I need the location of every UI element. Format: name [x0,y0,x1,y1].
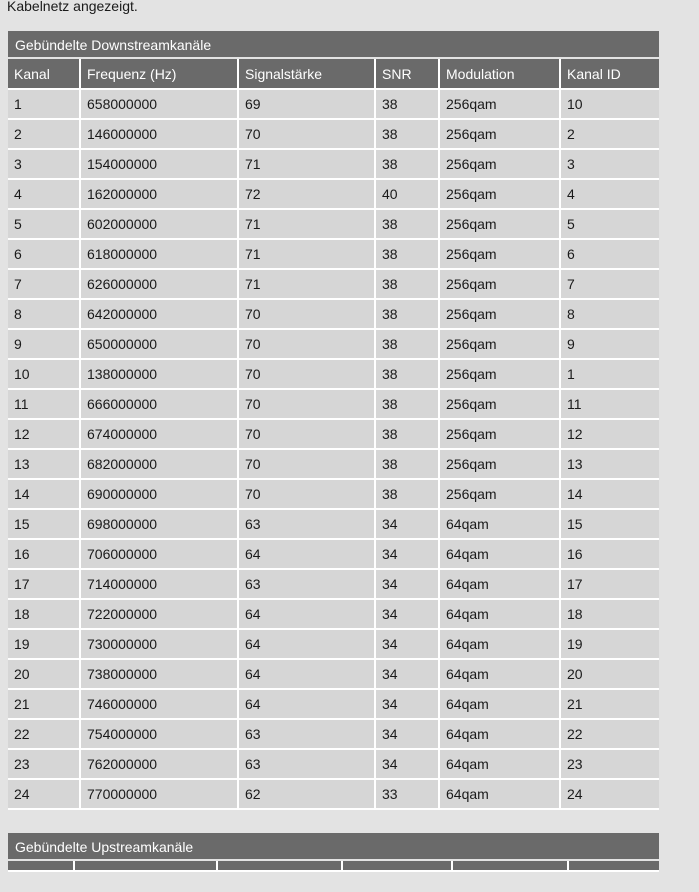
table-row [8,569,659,599]
table-cell: 3 [560,149,659,179]
table-cell: 38 [375,269,439,299]
table-cell: 64 [238,659,375,689]
table-cell: 682000000 [80,449,238,479]
table-cell: 22 [560,719,659,749]
table-cell: 34 [375,689,439,719]
table-cell: 4 [560,179,659,209]
table-cell: 34 [375,659,439,689]
table-cell: 2 [560,119,659,149]
table-cell: 63 [238,749,375,779]
table-cell: 256qam [439,299,560,329]
table-cell: 13 [560,449,659,479]
column-header: Kanal [8,59,80,89]
table-cell: 38 [375,329,439,359]
table-cell: 256qam [439,449,560,479]
table-row [8,119,659,149]
table-cell: 62 [238,779,375,809]
table-cell: 34 [375,569,439,599]
table-cell: 256qam [439,209,560,239]
table-row [8,89,659,119]
table-cell: 256qam [439,359,560,389]
table-cell: 10 [560,89,659,119]
upstream-header-cell [217,861,342,871]
table-row [8,299,659,329]
table-row [8,689,659,719]
table-cell: 256qam [439,329,560,359]
table-cell: 70 [238,479,375,509]
table-cell: 7 [8,269,80,299]
table-row [8,389,659,419]
table-cell: 64 [238,629,375,659]
downstream-table [8,59,659,810]
table-cell: 256qam [439,89,560,119]
table-cell: 256qam [439,239,560,269]
table-cell: 64qam [439,659,560,689]
column-header: Modulation [439,59,560,89]
downstream-title: Gebündelte Downstreamkanäle [8,31,659,59]
table-cell: 38 [375,299,439,329]
table-cell: 71 [238,239,375,269]
table-cell: 64qam [439,539,560,569]
table-cell: 1 [8,89,80,119]
table-cell: 64qam [439,719,560,749]
table-cell: 38 [375,419,439,449]
table-cell: 71 [238,209,375,239]
upstream-header-cell [342,861,452,871]
table-cell: 6 [8,239,80,269]
table-cell: 15 [8,509,80,539]
table-cell: 256qam [439,179,560,209]
table-cell: 754000000 [80,719,238,749]
column-header: SNR [375,59,439,89]
table-cell: 674000000 [80,419,238,449]
table-cell: 20 [8,659,80,689]
table-row [8,599,659,629]
table-cell: 5 [8,209,80,239]
table-cell: 256qam [439,419,560,449]
table-row [8,269,659,299]
table-row [8,779,659,809]
table-row [8,449,659,479]
table-cell: 64qam [439,779,560,809]
table-cell: 38 [375,149,439,179]
table-cell: 6 [560,239,659,269]
table-row [8,359,659,389]
table-cell: 722000000 [80,599,238,629]
table-cell: 70 [238,449,375,479]
column-header: Signalstärke [238,59,375,89]
table-row [8,719,659,749]
table-cell: 690000000 [80,479,238,509]
table-cell: 21 [560,689,659,719]
table-cell: 34 [375,719,439,749]
table-cell: 10 [8,359,80,389]
table-cell: 70 [238,329,375,359]
table-cell: 18 [560,599,659,629]
table-row [8,749,659,779]
table-cell: 64 [238,539,375,569]
intro-text: Kabelnetz angezeigt. [7,0,138,14]
table-cell: 738000000 [80,659,238,689]
table-cell: 17 [560,569,659,599]
table-cell: 69 [238,89,375,119]
table-cell: 658000000 [80,89,238,119]
table-cell: 9 [8,329,80,359]
table-cell: 71 [238,149,375,179]
table-cell: 9 [560,329,659,359]
table-cell: 19 [8,629,80,659]
table-cell: 762000000 [80,749,238,779]
table-cell: 1 [560,359,659,389]
table-cell: 21 [8,689,80,719]
downstream-header-row [8,59,659,89]
upstream-section [8,833,659,892]
table-cell: 146000000 [80,119,238,149]
table-cell: 256qam [439,479,560,509]
table-cell: 626000000 [80,269,238,299]
table-cell: 18 [8,599,80,629]
table-cell: 64 [238,689,375,719]
table-cell: 5 [560,209,659,239]
table-cell: 38 [375,449,439,479]
table-cell: 71 [238,269,375,299]
table-cell: 64 [238,599,375,629]
table-cell: 64qam [439,689,560,719]
table-cell: 12 [8,419,80,449]
table-cell: 11 [560,389,659,419]
table-cell: 70 [238,389,375,419]
table-cell: 14 [8,479,80,509]
table-cell: 70 [238,119,375,149]
column-header: Frequenz (Hz) [80,59,238,89]
table-row [8,479,659,509]
upstream-header-cell [568,861,659,871]
table-cell: 34 [375,599,439,629]
table-cell: 19 [560,629,659,659]
table-cell: 11 [8,389,80,419]
table-row [8,419,659,449]
table-cell: 38 [375,479,439,509]
upstream-header-strip [8,861,659,892]
table-cell: 16 [8,539,80,569]
table-cell: 23 [8,749,80,779]
table-cell: 63 [238,719,375,749]
table-cell: 20 [560,659,659,689]
table-cell: 642000000 [80,299,238,329]
table-cell: 16 [560,539,659,569]
upstream-header-cell [8,861,74,871]
table-cell: 714000000 [80,569,238,599]
upstream-header-cell [74,861,217,871]
table-cell: 15 [560,509,659,539]
table-cell: 38 [375,89,439,119]
table-cell: 34 [375,749,439,779]
table-cell: 13 [8,449,80,479]
table-cell: 256qam [439,389,560,419]
table-cell: 256qam [439,119,560,149]
table-cell: 24 [8,779,80,809]
table-cell: 7 [560,269,659,299]
table-row [8,179,659,209]
table-cell: 63 [238,509,375,539]
table-cell: 162000000 [80,179,238,209]
table-cell: 22 [8,719,80,749]
table-row [8,209,659,239]
table-cell: 64qam [439,629,560,659]
table-cell: 38 [375,209,439,239]
column-header: Kanal ID [560,59,659,89]
upstream-header-cell [452,861,568,871]
table-row [8,659,659,689]
table-cell: 34 [375,509,439,539]
downstream-table-body [8,89,659,809]
table-cell: 64qam [439,749,560,779]
upstream-header-row [8,861,659,871]
table-cell: 618000000 [80,239,238,269]
table-cell: 256qam [439,269,560,299]
upstream-table [8,861,659,872]
table-cell: 34 [375,629,439,659]
table-cell: 38 [375,389,439,419]
table-cell: 64qam [439,509,560,539]
table-cell: 730000000 [80,629,238,659]
table-cell: 12 [560,419,659,449]
table-cell: 3 [8,149,80,179]
table-cell: 14 [560,479,659,509]
table-row [8,539,659,569]
downstream-section [8,31,659,810]
table-row [8,509,659,539]
table-cell: 38 [375,119,439,149]
table-cell: 24 [560,779,659,809]
table-cell: 40 [375,179,439,209]
table-row [8,149,659,179]
table-cell: 706000000 [80,539,238,569]
table-cell: 17 [8,569,80,599]
table-cell: 650000000 [80,329,238,359]
table-cell: 63 [238,569,375,599]
table-cell: 64qam [439,569,560,599]
table-cell: 698000000 [80,509,238,539]
table-row [8,329,659,359]
table-cell: 138000000 [80,359,238,389]
table-cell: 256qam [439,149,560,179]
table-cell: 154000000 [80,149,238,179]
table-cell: 70 [238,299,375,329]
table-cell: 34 [375,539,439,569]
table-cell: 72 [238,179,375,209]
table-cell: 64qam [439,599,560,629]
table-row [8,629,659,659]
table-cell: 602000000 [80,209,238,239]
table-cell: 23 [560,749,659,779]
table-cell: 33 [375,779,439,809]
upstream-title: Gebündelte Upstreamkanäle [8,833,659,861]
table-cell: 666000000 [80,389,238,419]
table-cell: 38 [375,239,439,269]
table-row [8,239,659,269]
table-cell: 770000000 [80,779,238,809]
table-cell: 2 [8,119,80,149]
table-cell: 8 [8,299,80,329]
table-cell: 70 [238,419,375,449]
table-cell: 746000000 [80,689,238,719]
table-cell: 38 [375,359,439,389]
table-cell: 70 [238,359,375,389]
table-cell: 4 [8,179,80,209]
table-cell: 8 [560,299,659,329]
